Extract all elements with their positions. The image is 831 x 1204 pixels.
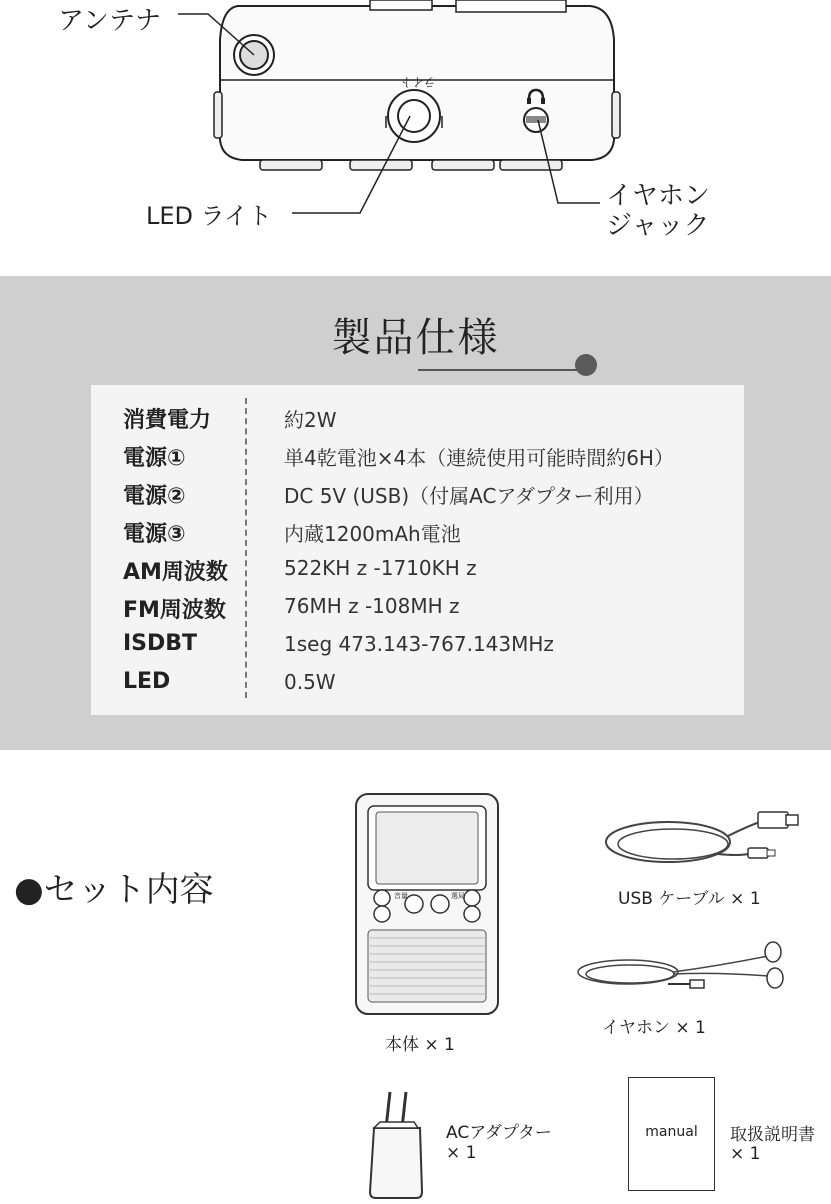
spec-key: 電源③ <box>123 522 186 547</box>
manual-item <box>628 1077 715 1191</box>
spec-key: 消費電力 <box>123 408 212 433</box>
spec-row <box>91 663 744 701</box>
spec-title: 製品仕様 <box>331 315 500 361</box>
spec-row <box>91 549 744 587</box>
spec-row <box>91 435 744 473</box>
callout-earphone-jack-line1: イヤホン <box>606 181 711 211</box>
spec-table <box>91 385 744 715</box>
spec-value: 1seg 473.143-767.143MHz <box>284 632 554 656</box>
spec-title-underline <box>418 369 581 371</box>
spec-row <box>91 587 744 625</box>
earphone-drawing <box>568 936 798 1000</box>
spec-value: 76MH z -108MH z <box>284 594 460 618</box>
spec-value: 内蔵1200mAh電池 <box>284 522 461 546</box>
spec-value: 522KH z -1710KH z <box>284 556 477 580</box>
item-label-ac-adapter-line2: × 1 <box>446 1143 477 1163</box>
set-contents-title: ●セット内容 <box>14 870 214 910</box>
item-label-manual-line1: 取扱説明書 <box>730 1125 815 1145</box>
spec-key: FM周波数 <box>123 598 226 623</box>
manual-cover-text: manual <box>645 1124 698 1140</box>
spec-value: 0.5W <box>284 670 336 694</box>
spec-title-dot <box>575 354 597 376</box>
spec-value: 単4乾電池×4本（連続使用可能時間約6H） <box>284 446 674 470</box>
spec-key: ISDBT <box>123 631 198 656</box>
spec-divider <box>245 398 247 698</box>
radio-button-label-right: 選局 <box>451 892 465 900</box>
spec-row <box>91 511 744 549</box>
spec-key: 電源① <box>123 446 186 471</box>
headphone-icon <box>526 87 546 105</box>
radio-body-drawing <box>352 790 502 1020</box>
callout-earphone-jack-line2: ジャック <box>606 211 710 241</box>
usb-cable-item <box>598 806 808 876</box>
ac-adapter-item <box>362 1088 432 1200</box>
earphone-item <box>568 936 798 1000</box>
item-label-ac-adapter-line1: ACアダプター <box>446 1123 552 1143</box>
radio-body-item <box>352 790 502 1020</box>
spec-key: AM周波数 <box>123 560 228 585</box>
radio-button-label-left: 音量 <box>394 892 408 900</box>
item-label-usb-cable: USB ケーブル × 1 <box>618 889 761 909</box>
callout-antenna: アンテナ <box>58 6 161 36</box>
item-label-earphone: イヤホン × 1 <box>602 1018 706 1038</box>
spec-row <box>91 473 744 511</box>
spec-row <box>91 625 744 663</box>
item-label-body: 本体 × 1 <box>385 1035 455 1055</box>
ac-adapter-drawing <box>362 1088 432 1200</box>
device-top-illustration <box>0 0 831 250</box>
spec-row <box>91 397 744 435</box>
callout-led-light: LED ライト <box>146 202 272 230</box>
device-light-marking: ライト <box>400 75 436 89</box>
usb-cable-drawing <box>598 806 808 876</box>
item-label-manual-line2: × 1 <box>730 1144 761 1164</box>
spec-key: 電源② <box>123 484 186 509</box>
spec-value: 約2W <box>284 408 337 432</box>
spec-value: DC 5V (USB)（付属ACアダプター利用） <box>284 484 654 508</box>
spec-key: LED <box>123 669 171 694</box>
